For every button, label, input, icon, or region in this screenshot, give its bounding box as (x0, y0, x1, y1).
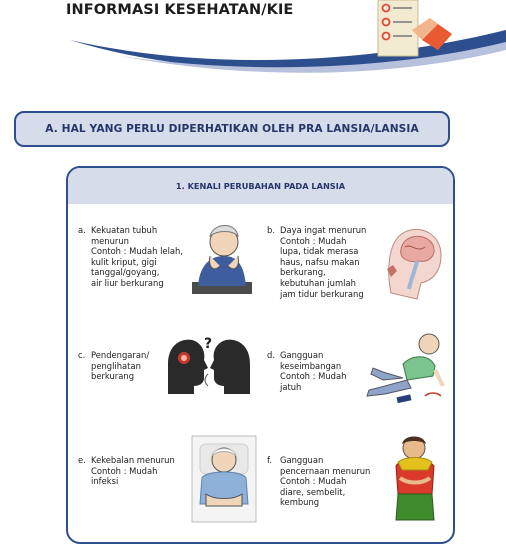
brain-anatomy-icon (381, 223, 447, 301)
item-text: Kekebalan menurun Contoh : Mudah infeksi (91, 455, 175, 487)
info-card (66, 166, 455, 544)
svg-text:?: ? (204, 336, 213, 352)
item-text: Pendengaran/ penglihatan berkurang (91, 350, 150, 382)
item-marker: e. (78, 455, 86, 465)
sick-in-bed-icon (188, 434, 260, 524)
item-text: Gangguan pencernaan menurun Contoh : Mudah diare, sembelit, kembung (280, 455, 371, 508)
section-header (14, 111, 450, 147)
stomach-ache-icon (384, 432, 446, 524)
item-marker: a. (78, 225, 86, 235)
card-title: 1. KENALI PERUBAHAN PADA LANSIA (175, 181, 346, 191)
clipboard-checklist-icon (372, 0, 452, 60)
page-title: INFORMASI KESEHATAN/KIE (66, 2, 294, 18)
item-text: Gangguan keseimbangan Contoh : Mudah jatuh (280, 350, 347, 392)
section-title: A. HAL YANG PERLU DIPERHATIKAN OLEH PRA LANSIA/LANSIA (45, 123, 419, 135)
item-marker: f. (267, 455, 273, 465)
item-text: Daya ingat menurun Contoh : Mudah lupa, tidak merasa haus, nafsu makan berkurang, kebutuhan jumlah jam tidur berkurang (280, 225, 367, 299)
item-marker: d. (267, 350, 275, 360)
tired-elderly-man-icon (188, 216, 260, 296)
item-marker: b. (267, 225, 275, 235)
elderly-fall-icon (363, 330, 449, 406)
item-text: Kekuatan tubuh menurun Contoh : Mudah lelah, kulit kriput, gigi tanggal/goyang, air liur berkurang (91, 225, 184, 288)
item-marker: c. (78, 350, 86, 360)
card-header (68, 168, 453, 204)
hearing-loss-heads-icon (164, 334, 254, 396)
